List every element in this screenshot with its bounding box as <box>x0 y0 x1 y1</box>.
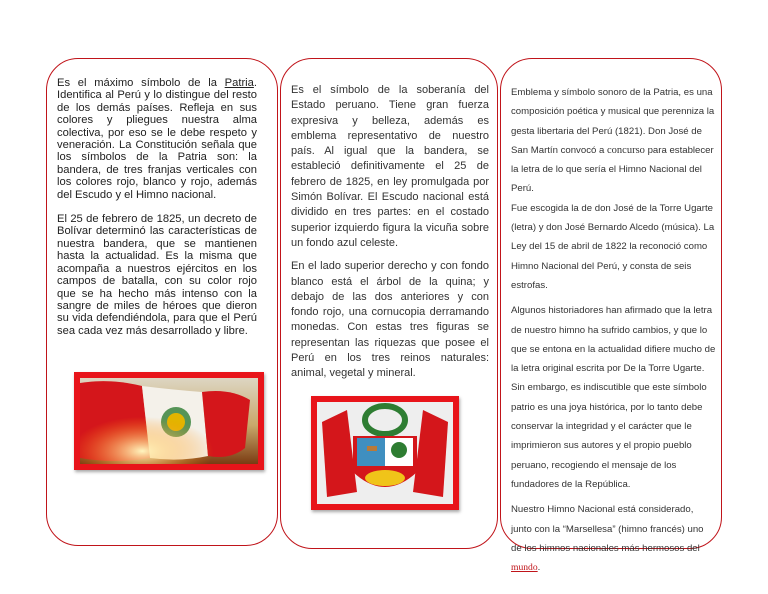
text: Fue escogida la de don José de la Torre Ugarte (letra) y don José Bernardo Alcedo (música). La Ley del 15 de abril de 1822 la reconoció como Himno Nacional del Perú, y consta de seis estrofas. <box>511 202 715 291</box>
bandera-text <box>57 77 257 337</box>
coat-of-arms-icon <box>317 402 453 504</box>
text: . Identifica al Perú y lo distingue del resto de los demás países. Refleja en sus colores y pliegues nuestra alma colectiva, por eso se le debe respeto y veneración. La Constitución señala que los símbolos de la Patria son: la bandera, de tres franjas verticales con los colores rojo, blanco y rojo, además del Escudo y el Himno nacional. <box>57 77 257 201</box>
text: Nuestro Himno Nacional está considerado, junto con la “Marsellesa” (himno francés) uno de los himnos nacionales más hermosos del <box>511 504 704 554</box>
himno-paragraph-1 <box>511 83 716 295</box>
bandera-paragraph-1 <box>57 77 257 201</box>
coat-of-arms-image <box>311 396 459 510</box>
text: concurso <box>607 144 645 156</box>
himno-paragraph-2: Algunos historiadores han afirmado que la letra de nuestro himno ha sufrido cambios, y que lo que se entona en la actualidad difiere mucho de la letra original escrita por De la Torre Ugarte. Sin embargo, es indiscutible que este símbolo patrio es una joya histórica, por lo tanto debe conservar la integridad y el carácter que le imprimieron sus autores y el propio pueblo peruano, recogiendo el mensaje de los fundadores de la República. <box>511 305 716 490</box>
peru-flag-image <box>74 372 264 470</box>
text: Es el máximo símbolo de la <box>57 77 225 89</box>
himno-paragraph-3 <box>511 500 716 577</box>
mundo-link[interactable]: mundo <box>511 562 538 574</box>
text: para establecer la letra de lo que sería el Himno Nacional del Perú. <box>511 144 714 195</box>
escudo-paragraph-1: Es el símbolo de la soberanía del Estado peruano. Tiene gran fuerza expresiva y belleza, además es emblema representativo de nuestro país. Al igual que la bandera, se estableció definitivamente el 25 de febrero de 1825, en ley promulgada por Simón Bolívar. El Escudo nacional está dividido en tres partes: en el costado superior izquierdo figura la vicuña sobre un fondo azul celeste. <box>291 84 489 249</box>
text: . <box>537 562 541 574</box>
panel-himno <box>500 58 722 574</box>
patria-link[interactable]: Patria <box>224 77 254 89</box>
himno-text <box>511 83 716 577</box>
escudo-text <box>291 83 489 382</box>
flag-icon <box>80 378 258 464</box>
text: Emblema y símbolo sonoro de la Patria, es una composición poética y musical que perenniza la gesta libertaria del Perú (1821). Don José de San Martín convocó a <box>511 87 715 156</box>
escudo-paragraph-2: En el lado superior derecho y con fondo blanco está el árbol de la quina; y debajo de las dos anteriores y con fondo rojo, una cornucopia derramando monedas. Con estas tres figuras se representan las riquezas que posee el Perú en los tres reinos naturales: animal, vegetal y mineral. <box>291 260 489 380</box>
bandera-paragraph-2: El 25 de febrero de 1825, un decreto de Bolívar determinó las características de nuestra bandera, que se mantienen hasta la actualidad. Es la misma que acompaña a nuestros ejércitos en los campos de batalla, con su color rojo que se ha hecho más intenso con la sangre de miles de héroes que dieron su vida defendiéndola, para que el Perú sea cada vez más desarrollado y libre. <box>57 213 257 337</box>
panel-bandera <box>46 58 278 546</box>
